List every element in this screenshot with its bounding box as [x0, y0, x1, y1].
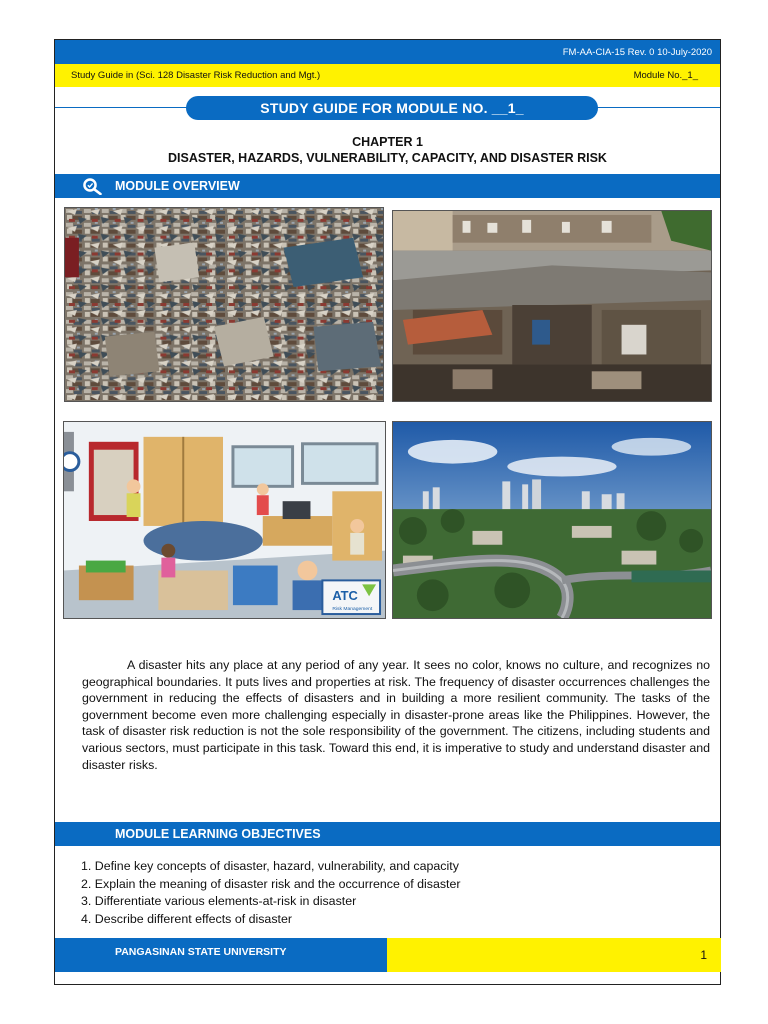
list-item: 3. Differentiate various elements-at-risk in disaster [81, 894, 357, 908]
study-guide-title-text: STUDY GUIDE FOR MODULE NO. __1_ [260, 100, 524, 116]
module-overview-header [55, 174, 720, 198]
form-code: FM-AA-CIA-15 Rev. 0 10-July-2020 [562, 46, 712, 58]
atc-logo-text: ATC [332, 588, 358, 604]
magnifier-icon [81, 177, 105, 195]
office-earthquake-cartoon [63, 421, 386, 619]
footer-page-number-area [387, 938, 721, 972]
page-number: 1 [700, 948, 707, 962]
list-item: 4. Describe different effects of disaster [81, 911, 292, 926]
study-guide-title [186, 96, 598, 120]
module-learning-objectives-header [55, 822, 720, 846]
module-number-label: Module No._1_ [633, 70, 698, 81]
informal-settlement-slum-photo [392, 210, 712, 402]
module-overview-heading: MODULE OVERVIEW [115, 179, 240, 193]
city-skyline-highway-photo [392, 421, 712, 619]
guide-course-label: Study Guide in (Sci. 128 Disaster Risk Reduction and Mgt.) [71, 70, 321, 81]
chapter-title: DISASTER, HAZARDS, VULNERABILITY, CAPACITY, AND DISASTER RISK [168, 151, 607, 165]
form-code-bar [55, 40, 720, 64]
learning-objectives-list [81, 858, 701, 928]
document-page [54, 39, 721, 985]
atc-logo-subtext: Risk Management [332, 607, 373, 613]
list-item: 1. Define key concepts of disaster, hazard, vulnerability, and capacity [81, 859, 459, 873]
module-learning-objectives-heading: MODULE LEARNING OBJECTIVES [115, 827, 321, 841]
list-item: 2. Explain the meaning of disaster risk and the occurrence of disaster [81, 876, 461, 891]
module-overview-paragraph: A disaster hits any place at any period of any year. It sees no color, knows no culture, and recognizes no geographical boundaries. It puts lives and properties at risk. The frequency of disaster occurrences challenges the government in reducing the effects of disasters and in building a more resilient community. The tasks of the government become even more challenging especially in disaster-prone areas like the Philippines. However, the task of disaster risk reduction is not the sole responsibility of the government. The citizens, including students and various sectors, must participate in this task. Toward this end, it is imperative to study and understand disaster and disaster risks. [82, 658, 710, 772]
aerial-disaster-debris-photo [64, 207, 384, 402]
chapter-label: CHAPTER 1 [352, 135, 423, 149]
study-guide-bar [55, 64, 720, 87]
university-name: PANGASINAN STATE UNIVERSITY [115, 946, 287, 958]
footer-university [55, 938, 387, 972]
